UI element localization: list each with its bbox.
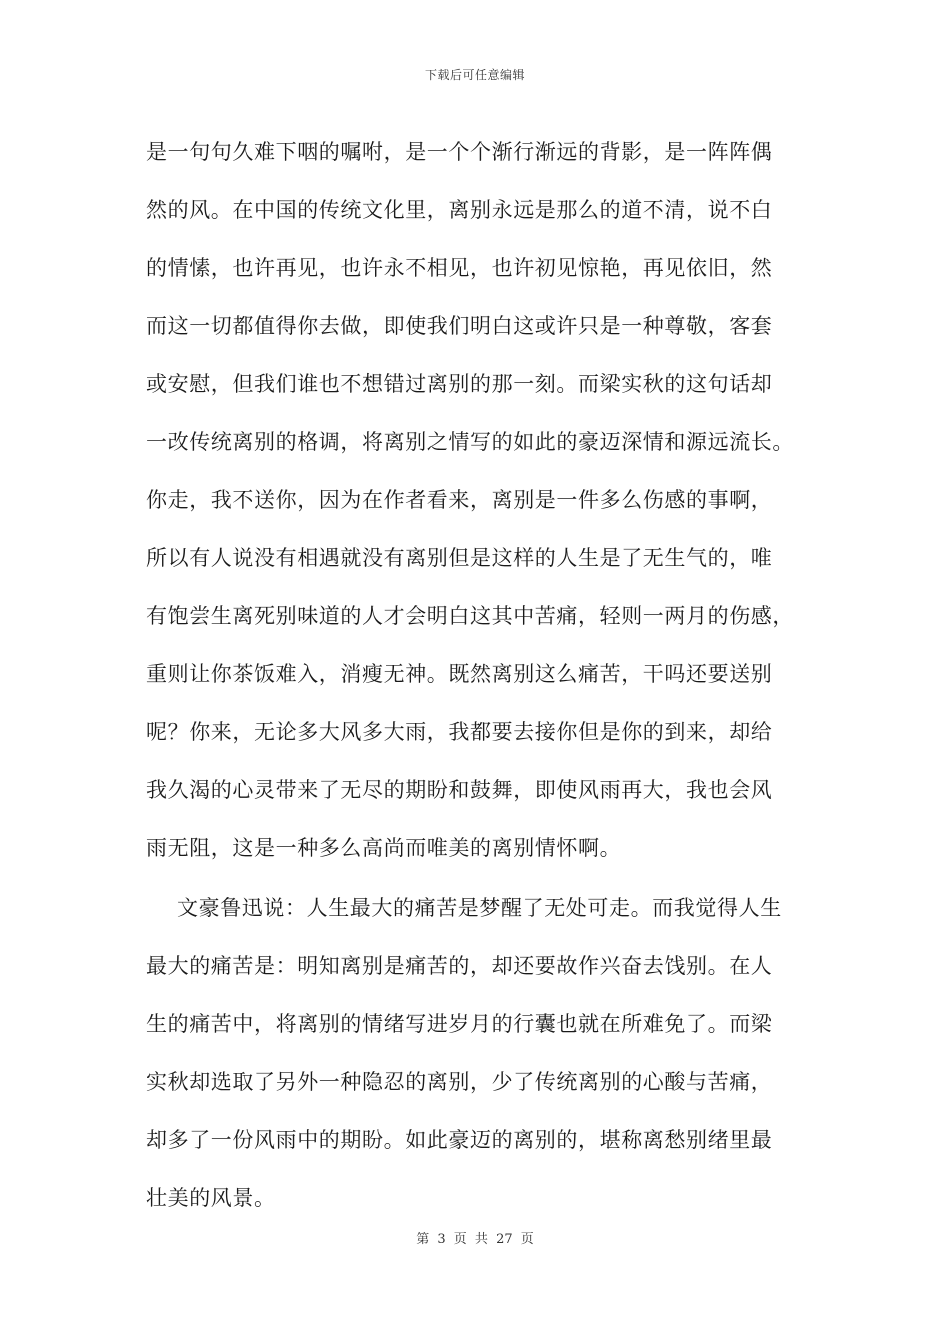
footer-middle: 页 共 — [453, 1232, 488, 1247]
text-line: 的情愫，也许再见，也许永不相见，也许初见惊艳，再见依旧，然 — [146, 256, 773, 280]
text-line: 呢？你来，无论多大风多大雨，我都要去接你但是你的到来，却给 — [146, 720, 773, 744]
paragraph-2 — [146, 886, 826, 1234]
text-line: 却多了一份风雨中的期盼。如此豪迈的离别的，堪称离愁别绪里最 — [146, 1128, 773, 1152]
text-line: 最大的痛苦是：明知离别是痛苦的，却还要故作兴奋去饯别。在人 — [146, 954, 773, 978]
footer-suffix: 页 — [520, 1232, 534, 1247]
text-line: 有饱尝生离死别味道的人才会明白这其中苦痛，轻则一两月的伤感， — [146, 604, 794, 628]
body-text — [146, 130, 826, 1234]
page-header: 下载后可任意编辑 — [424, 68, 525, 82]
text-line: 是一句句久难下咽的嘱咐，是一个个渐行渐远的背影，是一阵阵偶 — [146, 140, 773, 164]
text-line: 所以有人说没有相遇就没有离别但是这样的人生是了无生气的，唯 — [146, 546, 773, 570]
current-page-number: 3 — [437, 1232, 446, 1247]
text-line: 实秋却选取了另外一种隐忍的离别，少了传统离别的心酸与苦痛， — [146, 1070, 773, 1094]
text-line: 或安慰，但我们谁也不想错过离别的那一刻。而梁实秋的这句话却 — [146, 372, 773, 396]
text-line: 一改传统离别的格调，将离别之情写的如此的豪迈深情和源远流长。 — [146, 430, 794, 454]
text-line: 你走，我不送你，因为在作者看来，离别是一件多么伤感的事啊， — [146, 488, 773, 512]
page-footer — [0, 1228, 950, 1247]
text-line: 文豪鲁迅说：人生最大的痛苦是梦醒了无处可走。而我觉得人生 — [177, 896, 782, 920]
text-line: 壮美的风景。 — [146, 1186, 276, 1210]
total-pages-number: 27 — [496, 1232, 513, 1247]
text-line: 我久渴的心灵带来了无尽的期盼和鼓舞，即使风雨再大，我也会风 — [146, 778, 773, 802]
paragraph-1 — [146, 130, 826, 884]
text-line: 雨无阻，这是一种多么高尚而唯美的离别情怀啊。 — [146, 836, 622, 860]
text-line: 然的风。在中国的传统文化里，离别永远是那么的道不清，说不白 — [146, 198, 773, 222]
footer-prefix: 第 — [416, 1232, 430, 1247]
text-line: 而这一切都值得你去做，即使我们明白这或许只是一种尊敬，客套 — [146, 314, 773, 338]
text-line: 生的痛苦中，将离别的情绪写进岁月的行囊也就在所难免了。而梁 — [146, 1012, 773, 1036]
text-line: 重则让你茶饭难入，消瘦无神。既然离别这么痛苦，干吗还要送别 — [146, 662, 773, 686]
